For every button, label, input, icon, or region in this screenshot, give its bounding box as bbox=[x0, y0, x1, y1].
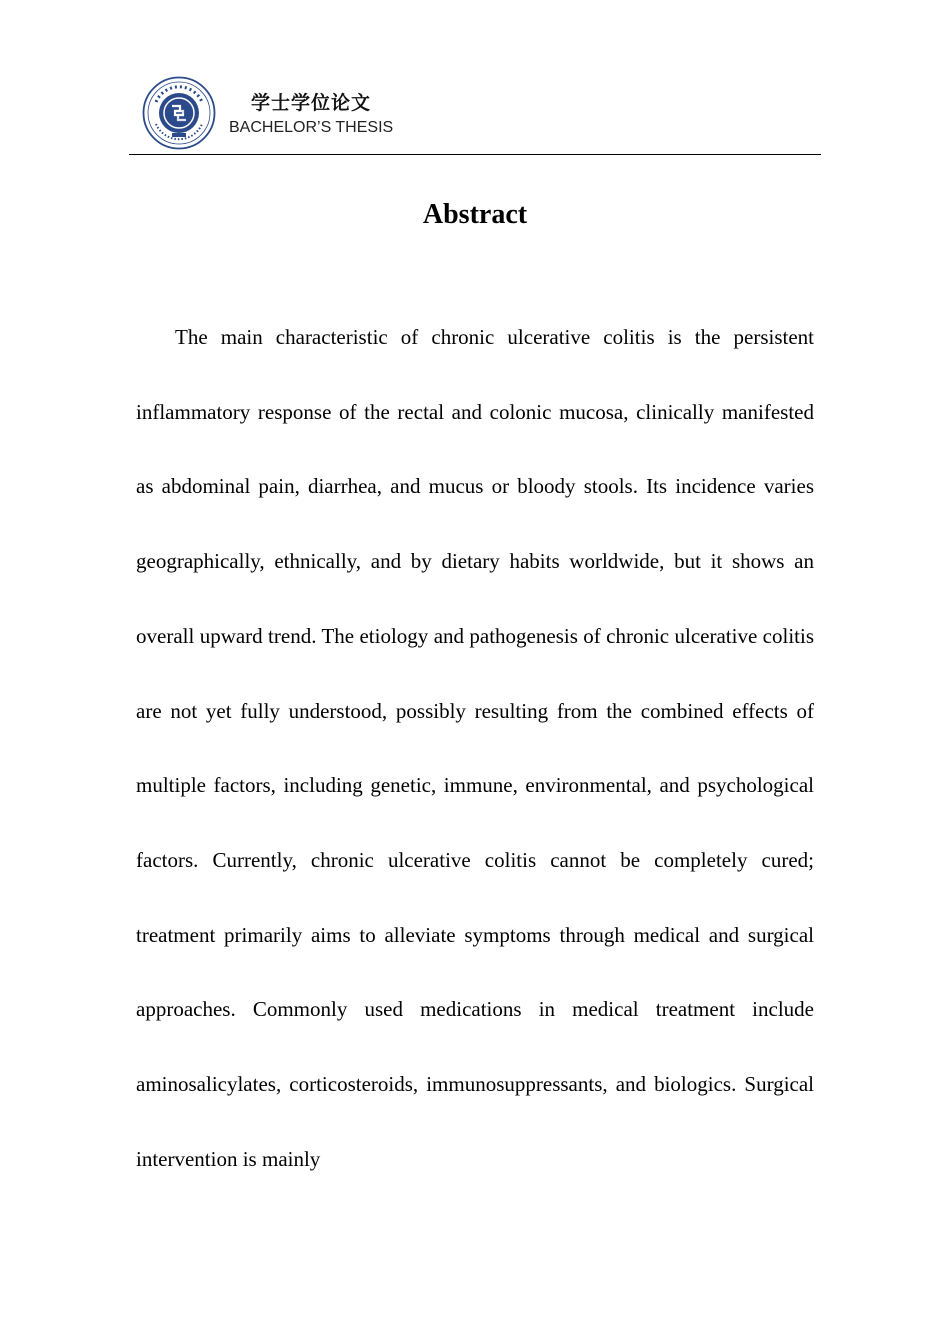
thesis-type-chinese: 学士学位论文 bbox=[251, 92, 372, 114]
university-logo bbox=[142, 76, 216, 150]
abstract-paragraph: The main characteristic of chronic ulcerative colitis is the persistent inflammatory response of the rectal and colonic mucosa, clinically manifested as abdominal pain, diarrhea, and mucus or bloody stools. Its incidence varies geographically, ethnically, and by dietary habits worldwide, but it shows an overall upward trend. The etiology and pathogenesis of chronic ulcerative colitis are not yet fully understood, possibly resulting from the combined effects of multiple factors, including genetic, immune, environmental, and psychological factors. Currently, chronic ulcerative colitis cannot be completely cured; treatment primarily aims to alleviate symptoms through medical and surgical approaches. Commonly used medications in medical treatment include aminosalicylates, corticosteroids, immunosuppressants, and biologics. Surgical intervention is mainly bbox=[136, 325, 814, 1171]
page-title: Abstract bbox=[422, 199, 528, 230]
thesis-type-english: BACHELOR’S THESIS bbox=[229, 119, 394, 136]
thesis-header bbox=[129, 70, 821, 155]
